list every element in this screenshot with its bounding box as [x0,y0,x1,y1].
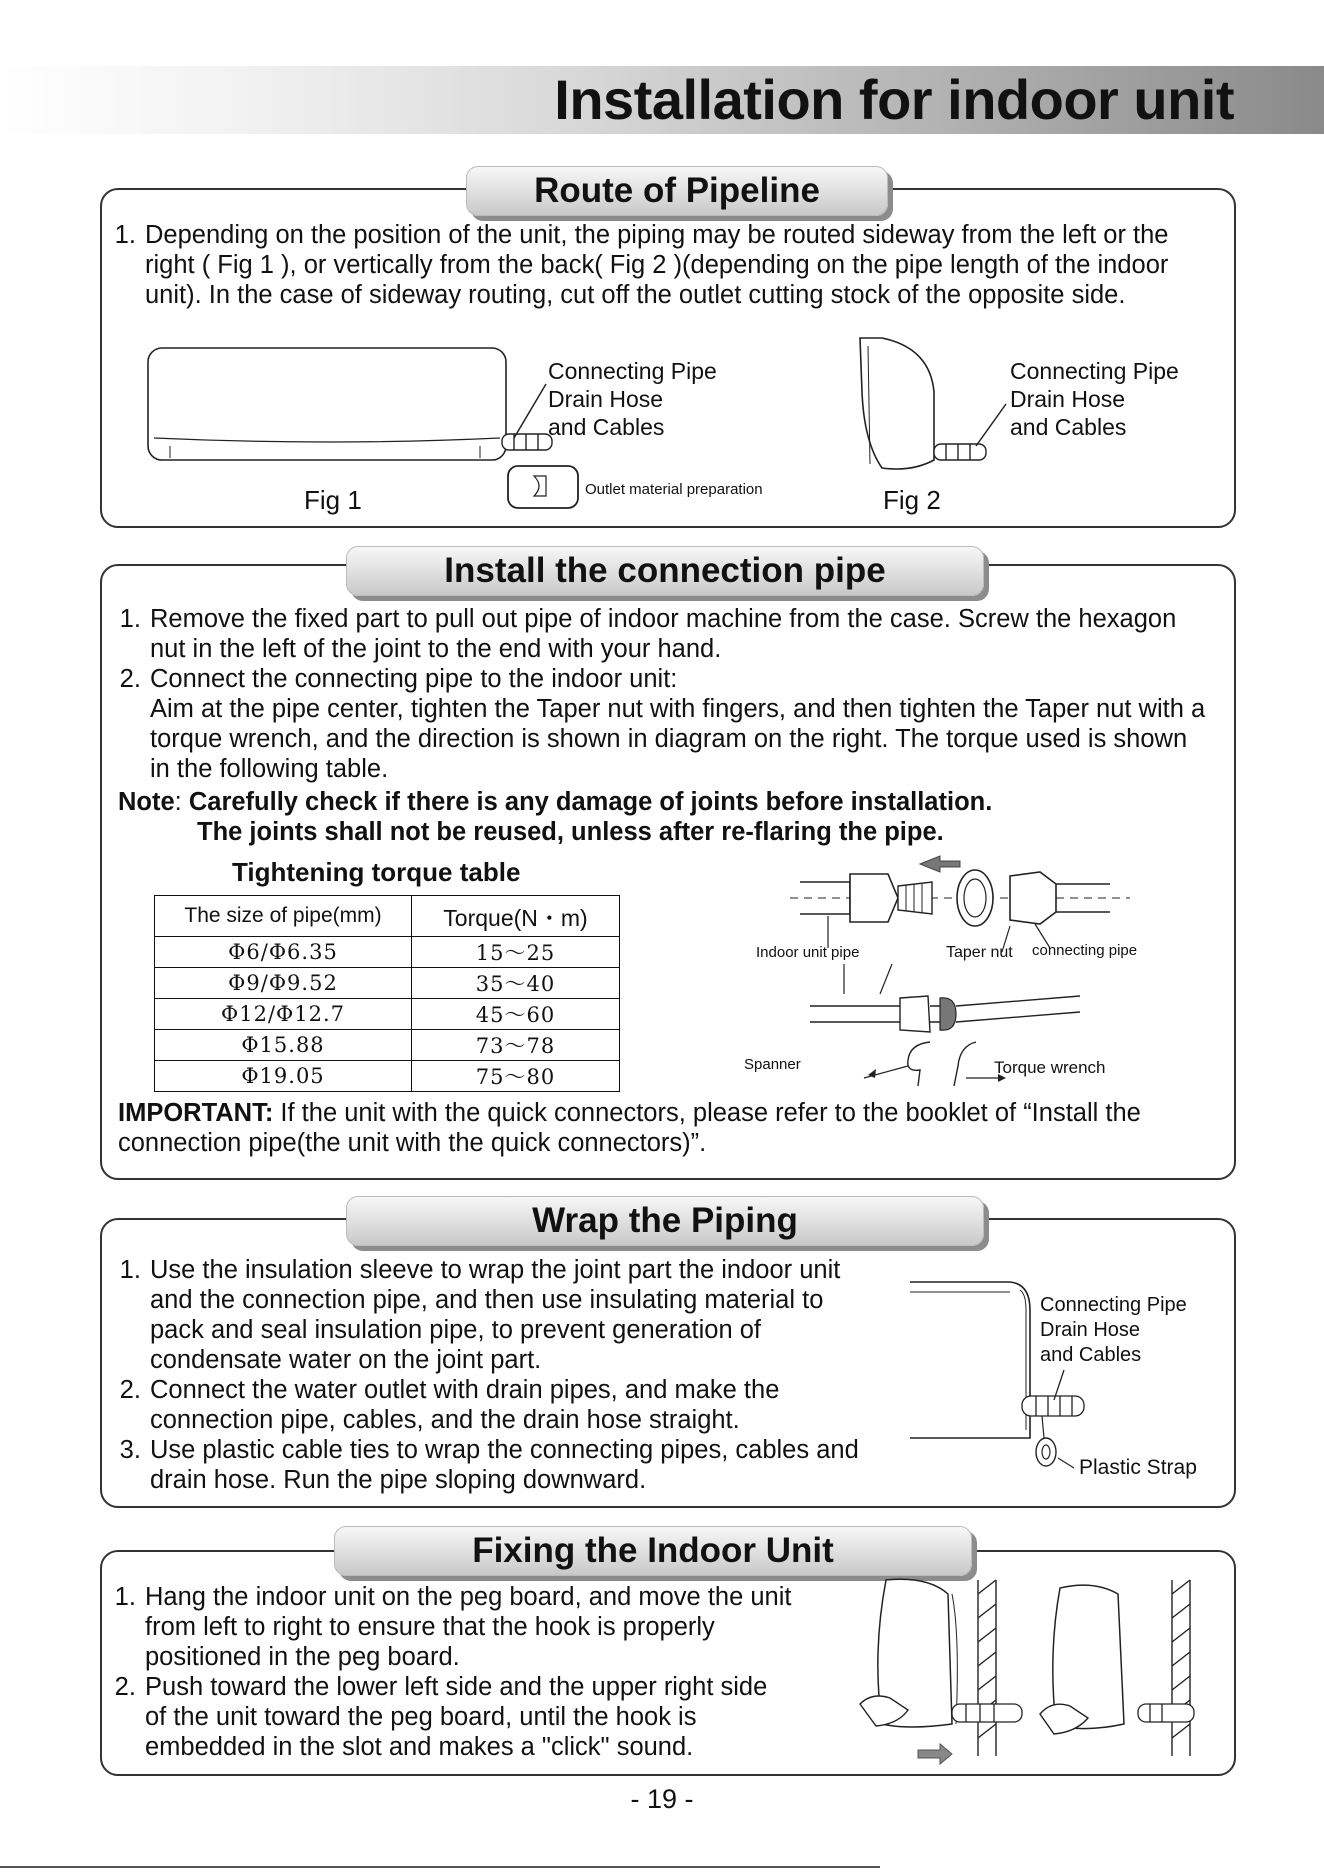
route-item-1: 1. Depending on the position of the unit, the piping may be routed sideway from the left or the right ( Fig 1 ), or vertically from the back( Fig 2 )(depending on the pipe length of the indoor unit). In the case of sideway routing, cut off the outlet cutting stock of the opposite side. [143,220,1173,310]
fig1-callout-line1: Connecting Pipe [548,358,717,384]
fig2-callout-line2: Drain Hose [1010,386,1126,412]
torque-cell: 35～40 [412,968,620,999]
connect-item-2-detail: Aim at the pipe center, tighten the Taper nut with fingers, and then tighten the Taper nut with a torque wrench, and the direction is shown in diagram on the right. The torque used is shown in the following table. [150,695,1206,783]
route-text [113,220,1173,310]
torque-table-title: Tightening torque table [232,857,521,887]
wrap-item-1: 1. Use the insulation sleeve to wrap the joint part the indoor unit and the connection pipe, and then use insulating material to pack and seal insulation pipe, to prevent generation of condensate water on the joint part. [148,1255,868,1375]
fig1-illustration [140,342,560,472]
fig2-label: Fig 2 [883,485,941,515]
connect-section-title: Install the connection pipe [346,546,984,596]
fig2-illustration [852,332,992,480]
size-cell: Φ15.88 [155,1030,412,1061]
fig2-callout-line [972,402,1012,452]
indoor-pipe-label: Indoor unit pipe [756,944,860,961]
size-cell: Φ12/Φ12.7 [155,999,412,1030]
fig1-label: Fig 1 [304,485,362,515]
fixing-section-title: Fixing the Indoor Unit [334,1526,972,1576]
table-row [155,999,620,1030]
connect-item-1: 1. Remove the fixed part to pull out pipe of indoor machine from the case. Screw the hexagon nut in the left of the joint to the end with your hand. [148,604,1208,664]
wrap-callout [1040,1293,1187,1368]
page-number: - 19 - [630,1784,694,1814]
table-row [155,1030,620,1061]
fixing-item-1: 1. Hang the indoor unit on the peg board, and move the unit from left to right to ensure that the hook is properly positioned in the peg board. [143,1582,793,1672]
wrap-callout-line2: Drain Hose [1040,1319,1141,1341]
connect-item-2-heading: Connect the connecting pipe to the indoor unit: [150,665,678,693]
note-colon: : [174,788,189,816]
size-cell: Φ9/Φ9.52 [155,968,412,999]
pipe-joint-diagram [780,846,1140,1086]
bottom-rule [0,1866,880,1868]
fig1-callout-line [510,382,550,442]
wrap-item-2: 2. Connect the water outlet with drain pipes, and make the connection pipe, cables, and the drain hose straight. [148,1375,868,1435]
torque-table-header-torque: Torque(N・m) [412,896,620,937]
important-label: IMPORTANT: [118,1099,274,1127]
torque-table-header-size: The size of pipe(mm) [155,896,412,937]
outlet-material-icon [506,464,582,512]
plastic-strap-label: Plastic Strap [1079,1456,1197,1479]
important-text: If the unit with the quick connectors, please refer to the booklet of “Install the connection pipe(the unit with the quick connectors)”. [118,1099,1141,1157]
note-text-1: Carefully check if there is any damage of joints before installation. [188,788,993,816]
spanner-label: Spanner [744,1056,801,1073]
table-row [155,968,620,999]
page-title: Installation for indoor unit [554,68,1234,131]
table-row [155,1061,620,1092]
fig2-callout-line1: Connecting Pipe [1010,358,1179,384]
torque-table [154,895,620,1092]
taper-nut-label: Taper nut [946,944,1013,961]
torque-cell: 73～78 [412,1030,620,1061]
table-row [155,937,620,968]
wrap-item-3: 3. Use plastic cable ties to wrap the connecting pipes, cables and drain hose. Run the pipe sloping downward. [148,1435,868,1495]
fig2-callout [1010,357,1179,441]
note-line-1 [118,787,992,817]
wrap-section-title: Wrap the Piping [346,1196,984,1246]
torque-cell: 15～25 [412,937,620,968]
torque-cell: 45～60 [412,999,620,1030]
size-cell: Φ6/Φ6.35 [155,937,412,968]
wrap-callout-line3: and Cables [1040,1344,1142,1366]
connect-text [118,604,1208,784]
route-section-title: Route of Pipeline [466,166,888,216]
torque-cell: 75～80 [412,1061,620,1092]
fig2-callout-line3: and Cables [1010,414,1127,440]
important-note [118,1098,1208,1158]
connect-item-2 [148,664,1208,784]
note-line-2: The joints shall not be reused, unless after re-flaring the pipe. [197,818,944,846]
wrap-callout-line1: Connecting Pipe [1040,1294,1187,1316]
fixing-item-2: 2. Push toward the lower left side and the upper right side of the unit toward the peg board, until the hook is embedded in the slot and makes a "click" sound. [143,1672,793,1762]
fig1-callout [548,357,717,441]
fig1-callout-line3: and Cables [548,414,665,440]
note-label: Note [118,788,175,816]
connecting-pipe-label: connecting pipe [1032,942,1138,959]
torque-wrench-label: Torque wrench [994,1058,1106,1077]
torque-table-header-row [155,896,620,937]
fixing-illustration [848,1574,1208,1764]
fixing-text [113,1582,793,1762]
wrap-text [118,1255,868,1495]
outlet-label: Outlet material preparation [585,481,763,498]
size-cell: Φ19.05 [155,1061,412,1092]
fig1-callout-line2: Drain Hose [548,386,664,412]
